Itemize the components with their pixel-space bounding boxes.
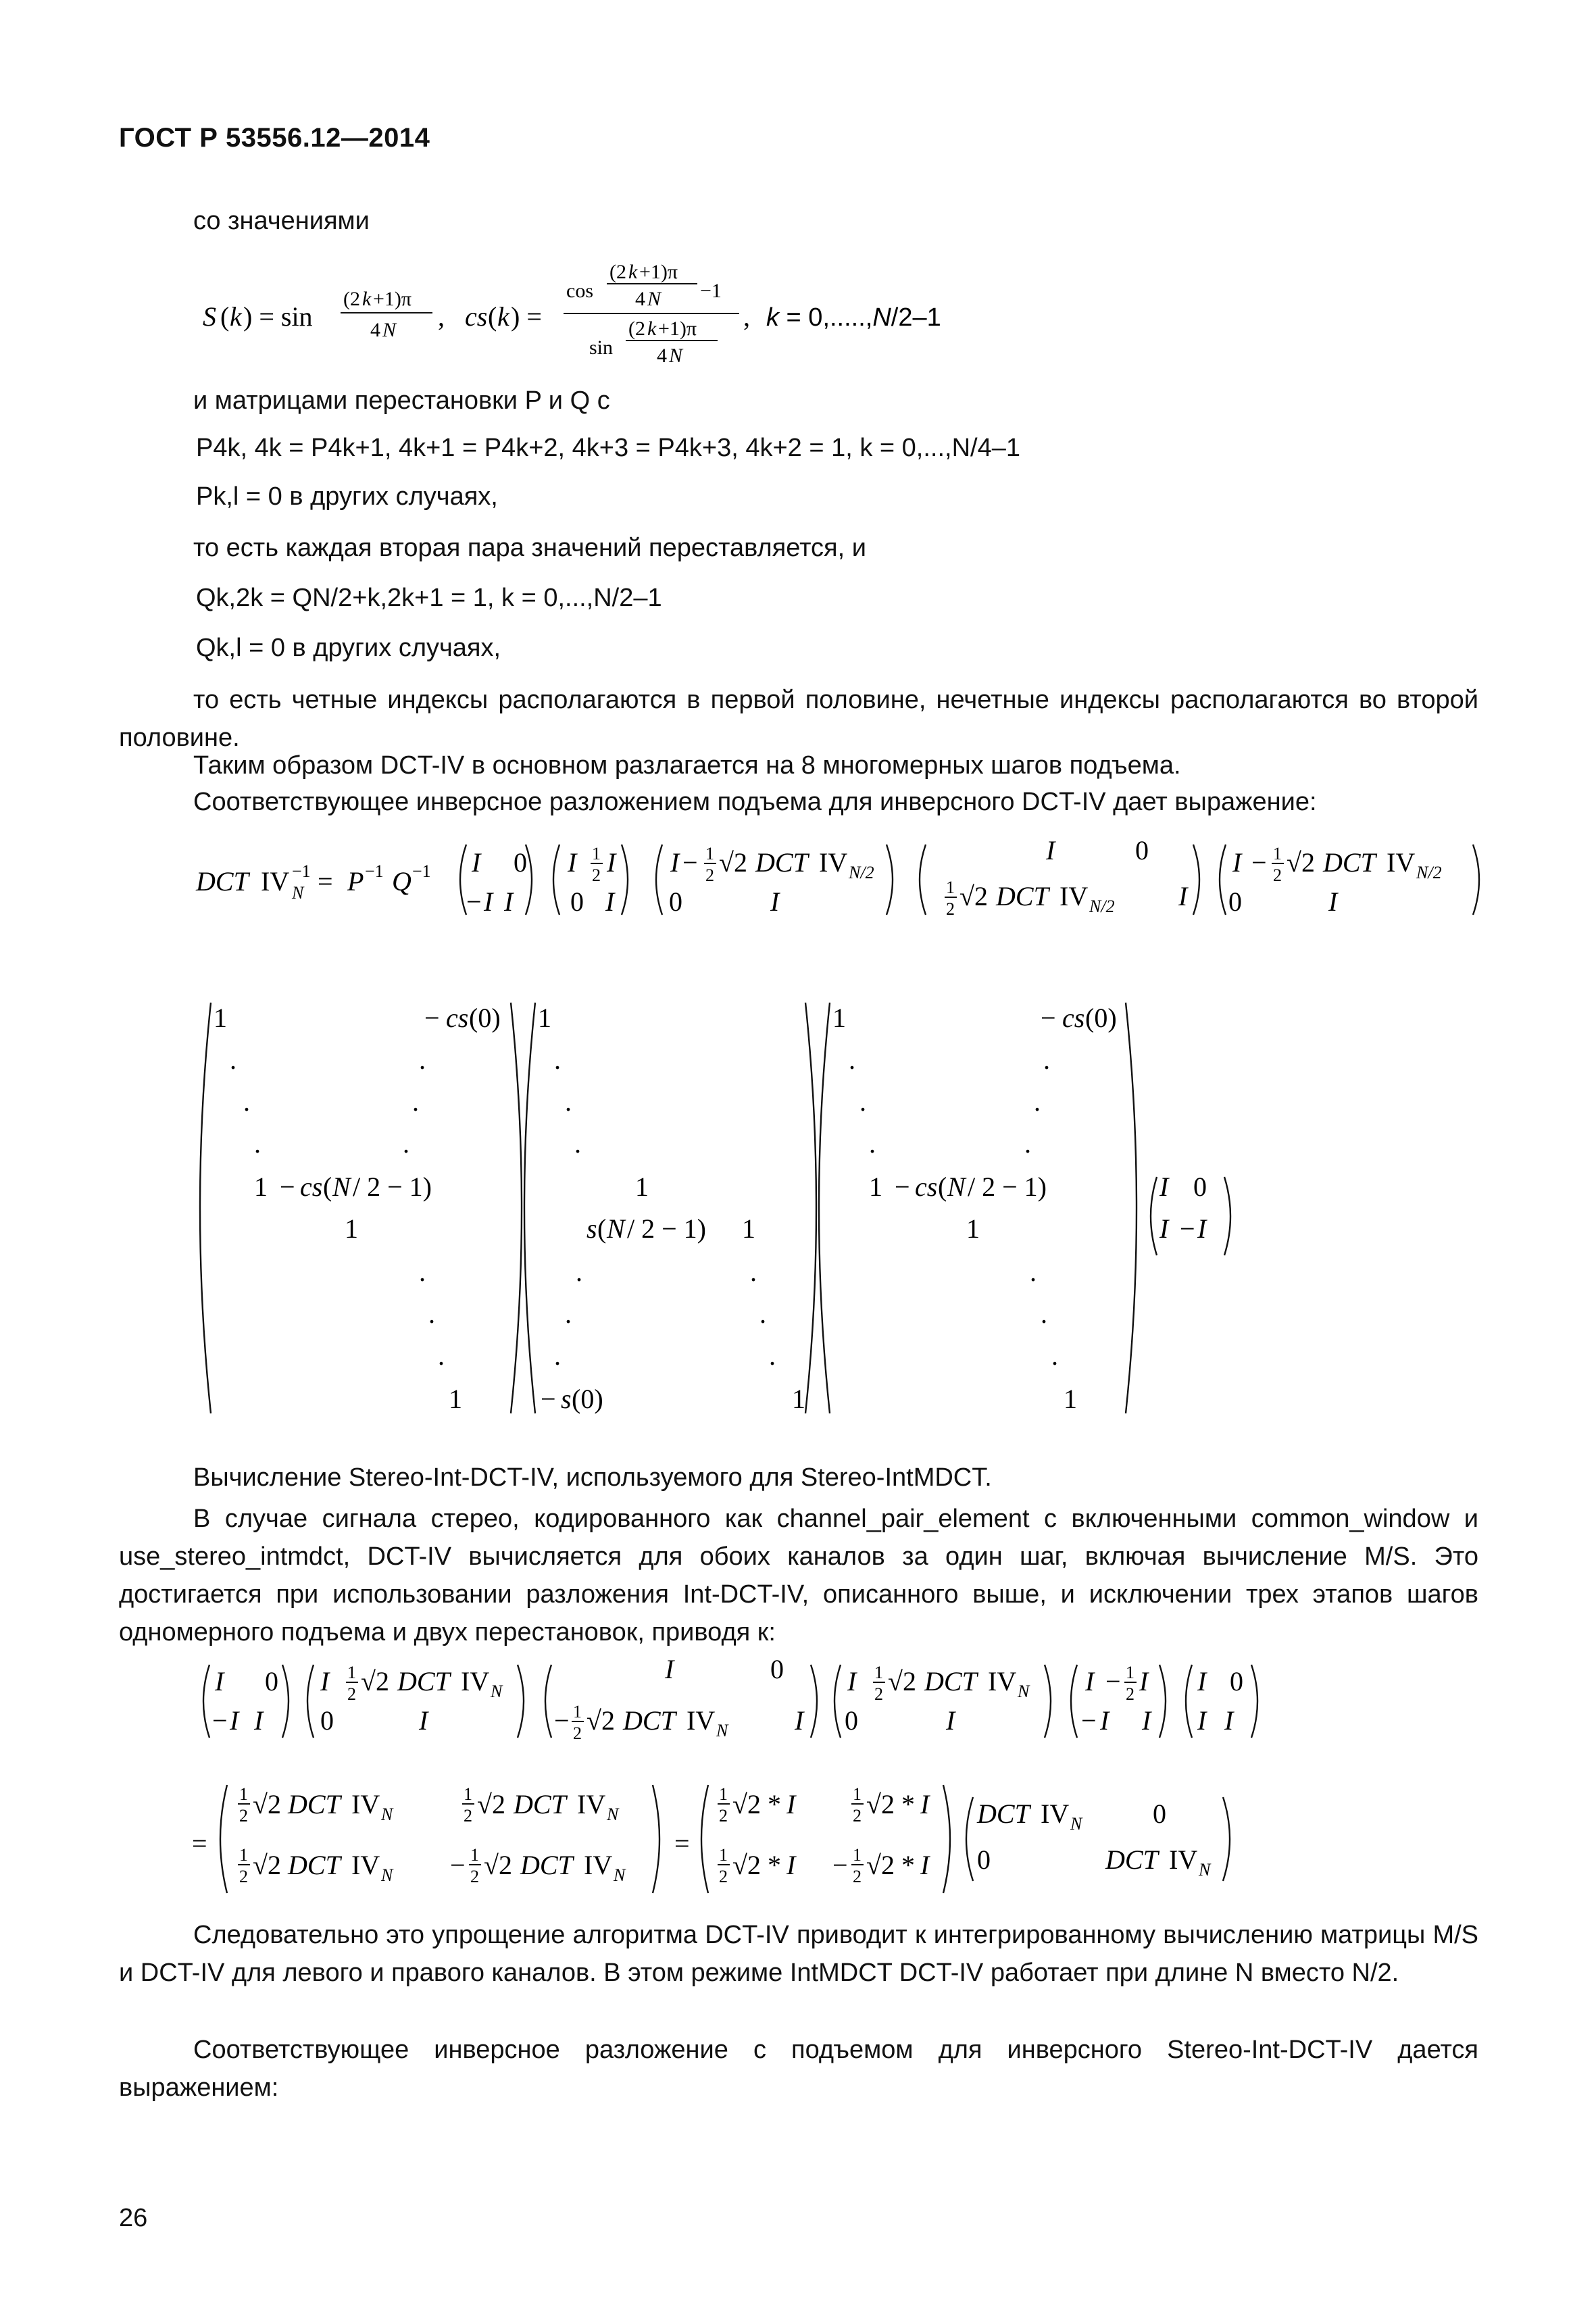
- svg-text:I: I: [1159, 1213, 1169, 1244]
- svg-text:.: .: [1043, 1045, 1050, 1075]
- svg-text:N: N: [1199, 1860, 1211, 1880]
- svg-text:I: I: [1142, 1705, 1151, 1736]
- svg-text:/ 2 − 1): / 2 − 1): [353, 1172, 432, 1202]
- svg-text:−: −: [424, 1003, 440, 1033]
- svg-text:1: 1: [239, 1845, 248, 1865]
- svg-text:√2: √2: [732, 1850, 761, 1880]
- svg-text:N/2: N/2: [1416, 863, 1442, 882]
- svg-text:IV: IV: [1041, 1799, 1070, 1829]
- svg-text:DCT: DCT: [1105, 1844, 1158, 1875]
- svg-text:1: 1: [573, 1702, 582, 1721]
- svg-text:I: I: [665, 1654, 674, 1684]
- svg-text:0: 0: [1228, 886, 1242, 917]
- text-simplification: Следовательно это упрощение алгоритма DCT-IV приводит к интегрированному вычислению матрицы M/S и DCT-IV для левого и правого каналов. В этом режиме IntMDCT DCT-IV работает при длине N вместо N/2.: [119, 1921, 1478, 1987]
- svg-text:s: s: [587, 1213, 597, 1244]
- svg-text:I: I: [607, 847, 616, 878]
- svg-text:I: I: [1100, 1705, 1109, 1736]
- svg-text:.: .: [230, 1045, 236, 1075]
- svg-text:−: −: [280, 1172, 295, 1202]
- svg-text:1: 1: [832, 1003, 846, 1033]
- svg-text:k: k: [497, 301, 509, 332]
- svg-text:√2: √2: [361, 1666, 389, 1696]
- svg-text:I: I: [795, 1705, 804, 1736]
- svg-text:I: I: [1224, 1705, 1234, 1736]
- svg-text:2: 2: [1273, 865, 1282, 885]
- svg-text:I: I: [568, 847, 577, 878]
- svg-text:N: N: [716, 1721, 728, 1740]
- svg-text:DCT: DCT: [996, 881, 1049, 911]
- svg-text:(: (: [597, 1213, 607, 1244]
- text-decomposed: Таким образом DCT-IV в основном разлагается на 8 многомерных шагов подъема.: [193, 751, 1181, 780]
- formula-stereo-1: [203, 1654, 1257, 1743]
- svg-text:(2: (2: [609, 261, 626, 283]
- svg-text:I: I: [320, 1666, 330, 1696]
- svg-text:IV: IV: [584, 1850, 613, 1880]
- svg-text:s: s: [561, 1384, 572, 1414]
- svg-text:+1)π: +1)π: [373, 288, 412, 310]
- svg-text:IV: IV: [1169, 1844, 1198, 1875]
- svg-text:(: (: [220, 301, 230, 332]
- svg-text:.: .: [1030, 1257, 1037, 1287]
- svg-text:DCT: DCT: [288, 1850, 341, 1880]
- svg-text:k: k: [647, 318, 657, 340]
- svg-text:I: I: [946, 1705, 955, 1736]
- svg-text:(2: (2: [628, 318, 645, 340]
- svg-text:0: 0: [1153, 1799, 1166, 1829]
- svg-text:−: −: [1041, 1003, 1056, 1033]
- svg-text:0: 0: [514, 847, 527, 878]
- text-even-indices: то есть четные индексы располагаются в первой половине, нечетные индексы располагаются во второй половине.: [119, 686, 1478, 752]
- svg-text:1: 1: [853, 1784, 862, 1804]
- svg-text:1: 1: [345, 1213, 358, 1244]
- svg-text:1: 1: [946, 878, 955, 897]
- svg-text:√2: √2: [866, 1850, 895, 1880]
- svg-text:√2: √2: [253, 1850, 281, 1880]
- svg-text:,: ,: [438, 301, 445, 332]
- svg-text:cos: cos: [566, 280, 593, 302]
- svg-text:0: 0: [570, 886, 584, 917]
- svg-text:(: (: [938, 1172, 947, 1202]
- svg-text:1: 1: [538, 1003, 551, 1033]
- svg-text:√2: √2: [1287, 847, 1315, 878]
- svg-text:1: 1: [1064, 1384, 1077, 1414]
- svg-text:1: 1: [792, 1384, 805, 1414]
- svg-text:k: k: [230, 301, 242, 332]
- svg-text:I: I: [787, 1789, 796, 1819]
- svg-text:1: 1: [635, 1172, 649, 1202]
- svg-text:2: 2: [1126, 1684, 1134, 1704]
- svg-text:/ 2 − 1): / 2 − 1): [627, 1213, 706, 1244]
- svg-text:0: 0: [669, 886, 682, 917]
- svg-text:N: N: [382, 319, 397, 341]
- text-stereo-calc: Вычисление Stereo-Int-DCT-IV, используемого для Stereo-IntMDCT.: [193, 1463, 992, 1492]
- text-perm-matrices: и матрицами перестановки P и Q с: [193, 386, 610, 415]
- svg-text:1: 1: [214, 1003, 227, 1033]
- svg-text:1: 1: [1126, 1663, 1134, 1682]
- svg-text:IV: IV: [351, 1789, 380, 1819]
- svg-text:1: 1: [239, 1784, 248, 1804]
- svg-text:cs: cs: [446, 1003, 469, 1033]
- svg-text:I: I: [1046, 835, 1055, 865]
- svg-text:2: 2: [464, 1806, 472, 1826]
- svg-text:I: I: [1085, 1666, 1095, 1696]
- text-q-formula: Qk,2k = QN/2+k,2k+1 = 1, k = 0,...,N/2–1: [196, 584, 662, 612]
- svg-text:1: 1: [705, 844, 714, 863]
- svg-text:1: 1: [966, 1213, 980, 1244]
- svg-text:−: −: [682, 847, 698, 878]
- svg-text:1: 1: [449, 1384, 462, 1414]
- svg-text:1: 1: [719, 1784, 728, 1804]
- svg-text:I: I: [472, 847, 481, 878]
- svg-text:2: 2: [239, 1867, 248, 1886]
- svg-text:1: 1: [470, 1845, 479, 1865]
- svg-text:.: .: [1041, 1299, 1047, 1329]
- formula-large-matrices: [200, 1003, 1230, 1414]
- svg-text:2: 2: [592, 865, 601, 885]
- svg-text:N: N: [491, 1682, 503, 1701]
- svg-text:1: 1: [853, 1845, 862, 1865]
- svg-text:2: 2: [853, 1867, 862, 1886]
- text-q-other: Qk,l = 0 в других случаях,: [196, 634, 501, 662]
- svg-text:I: I: [770, 886, 780, 917]
- svg-text:√2: √2: [587, 1705, 615, 1736]
- svg-text:IV: IV: [819, 847, 848, 878]
- svg-text:2: 2: [705, 865, 714, 885]
- svg-text:√2: √2: [253, 1789, 281, 1819]
- svg-text:√2: √2: [866, 1789, 895, 1819]
- svg-text:*: *: [901, 1789, 915, 1819]
- svg-text:*: *: [768, 1789, 781, 1819]
- svg-text:N: N: [947, 1172, 966, 1202]
- svg-text:.: .: [243, 1086, 250, 1117]
- svg-text:1: 1: [742, 1213, 755, 1244]
- svg-text:N: N: [647, 288, 662, 310]
- svg-text:I: I: [605, 886, 615, 917]
- svg-text:.: .: [419, 1045, 426, 1075]
- svg-text:−1: −1: [292, 861, 311, 881]
- svg-text:2: 2: [719, 1806, 728, 1826]
- svg-text:DCT: DCT: [514, 1789, 566, 1819]
- svg-text:I: I: [1328, 886, 1338, 917]
- svg-text:1: 1: [1273, 844, 1282, 863]
- svg-text:cs: cs: [465, 301, 488, 332]
- svg-text:.: .: [859, 1086, 866, 1117]
- text-with-values: со значениями: [193, 207, 370, 235]
- svg-text:N: N: [614, 1865, 626, 1885]
- svg-text:1: 1: [719, 1845, 728, 1865]
- svg-text:.: .: [554, 1045, 561, 1075]
- svg-text:1: 1: [464, 1784, 472, 1804]
- text-inverse-intro: Соответствующее инверсное разложением подъема для инверсного DCT-IV дает выражение:: [193, 788, 1317, 816]
- svg-text:DCT: DCT: [924, 1666, 977, 1696]
- svg-text:+1)π: +1)π: [639, 261, 678, 283]
- svg-text:DCT: DCT: [755, 847, 808, 878]
- svg-text:DCT: DCT: [397, 1666, 450, 1696]
- svg-text:.: .: [576, 1257, 582, 1287]
- svg-text:=: =: [318, 866, 333, 897]
- svg-text:I: I: [670, 847, 680, 878]
- svg-text:2: 2: [470, 1867, 479, 1886]
- svg-text:IV: IV: [461, 1666, 490, 1696]
- svg-text:cs: cs: [1062, 1003, 1085, 1033]
- svg-text:I: I: [484, 886, 493, 917]
- svg-text:0: 0: [1193, 1172, 1207, 1202]
- svg-text:1: 1: [347, 1663, 356, 1682]
- svg-text:−1: −1: [365, 861, 384, 881]
- svg-text:2: 2: [239, 1806, 248, 1826]
- svg-text:2: 2: [874, 1684, 883, 1704]
- svg-text:I: I: [1197, 1213, 1207, 1244]
- svg-text:*: *: [768, 1850, 781, 1880]
- svg-text:DCT: DCT: [288, 1789, 341, 1819]
- svg-text:.: .: [1024, 1128, 1031, 1159]
- svg-text:2: 2: [347, 1684, 356, 1704]
- svg-text:(0): (0): [469, 1003, 501, 1033]
- svg-text:.: .: [419, 1257, 426, 1287]
- svg-text:I: I: [1178, 881, 1188, 911]
- svg-text:IV: IV: [687, 1705, 716, 1736]
- svg-text:(0): (0): [572, 1384, 603, 1414]
- svg-text:I: I: [1197, 1705, 1207, 1736]
- svg-text:1: 1: [874, 1663, 883, 1682]
- svg-text:.: .: [750, 1257, 757, 1287]
- svg-text:.: .: [759, 1299, 766, 1329]
- svg-text:DCT: DCT: [977, 1799, 1030, 1829]
- svg-text:0: 0: [1230, 1666, 1243, 1696]
- svg-text:I: I: [920, 1850, 930, 1880]
- svg-text:I: I: [230, 1705, 239, 1736]
- text-stereo-para: В случае сигнала стерео, кодированного как channel_pair_element с включенными common_window и use_stereo_intmdct, DCT-IV вычисляется для обоих каналов за один шаг, включая вычисление M/S. Это достигается при использовании разложения Int-DCT-IV, описанного выше, и исключении трех этапов шагов одномерного подъема и двух перестановок, приводя к:: [119, 1505, 1478, 1646]
- svg-text:2: 2: [853, 1806, 862, 1826]
- svg-text:I: I: [1197, 1666, 1207, 1696]
- svg-text:.: .: [1034, 1086, 1041, 1117]
- svg-text:I: I: [504, 886, 514, 917]
- svg-text:I: I: [254, 1705, 264, 1736]
- svg-text:.: .: [1051, 1340, 1058, 1371]
- text-inverse-stereo: Соответствующее инверсное разложение с подъемом для инверсного Stereo-Int-DCT-IV дается выражением:: [119, 2036, 1478, 2102]
- document-header: ГОСТ Р 53556.12—2014: [119, 123, 430, 153]
- page-number: 26: [119, 2204, 148, 2232]
- svg-text:I: I: [419, 1705, 428, 1736]
- svg-text:sin: sin: [589, 336, 614, 359]
- formula-s-k: [203, 261, 750, 367]
- svg-text:4: 4: [370, 319, 380, 341]
- svg-text:N: N: [669, 345, 683, 367]
- svg-text:√2: √2: [719, 847, 747, 878]
- svg-text:−: −: [450, 1850, 466, 1880]
- text-p-other: Pk,l = 0 в других случаях,: [196, 482, 498, 511]
- svg-text:I: I: [920, 1789, 930, 1819]
- svg-text:.: .: [254, 1128, 261, 1159]
- svg-text:N: N: [1070, 1814, 1082, 1834]
- svg-text:.: .: [849, 1045, 855, 1075]
- svg-text:N: N: [381, 1805, 393, 1824]
- svg-text:−: −: [1251, 847, 1267, 878]
- svg-text:−: −: [895, 1172, 910, 1202]
- svg-text:(: (: [488, 301, 497, 332]
- svg-text:I: I: [847, 1666, 857, 1696]
- svg-text:√2: √2: [484, 1850, 512, 1880]
- svg-text:IV: IV: [1059, 881, 1089, 911]
- svg-text:I: I: [787, 1850, 796, 1880]
- svg-text:N: N: [332, 1172, 351, 1202]
- svg-text:.: .: [574, 1128, 581, 1159]
- text-every-second-pair: то есть каждая вторая пара значений переставляется, и: [193, 534, 866, 562]
- svg-text:√2: √2: [732, 1789, 761, 1819]
- svg-text:k: k: [362, 288, 372, 310]
- svg-text:.: .: [438, 1340, 445, 1371]
- svg-text:.: .: [428, 1299, 435, 1329]
- svg-text:1: 1: [254, 1172, 268, 1202]
- svg-text:√2: √2: [477, 1789, 505, 1819]
- svg-text:−: −: [212, 1705, 228, 1736]
- svg-text:.: .: [869, 1128, 876, 1159]
- svg-text:−: −: [832, 1850, 848, 1880]
- svg-text:0: 0: [845, 1705, 858, 1736]
- svg-text:P: P: [347, 866, 364, 897]
- formula-stereo-2: [192, 1784, 1230, 1893]
- svg-text:) =: ) =: [511, 301, 542, 332]
- svg-text:−: −: [554, 1705, 570, 1736]
- svg-text:=: =: [674, 1828, 690, 1859]
- svg-text:2: 2: [946, 899, 955, 919]
- svg-text:2: 2: [719, 1867, 728, 1886]
- svg-text:I: I: [1139, 1666, 1149, 1696]
- svg-text:0: 0: [265, 1666, 278, 1696]
- svg-text:2: 2: [573, 1724, 582, 1743]
- svg-text:N: N: [292, 883, 304, 903]
- svg-text:DCT: DCT: [520, 1850, 573, 1880]
- svg-text:0: 0: [977, 1844, 991, 1875]
- svg-text:N: N: [607, 1805, 619, 1824]
- svg-text:DCT: DCT: [623, 1705, 676, 1736]
- svg-text:.: .: [769, 1340, 776, 1371]
- svg-text:(: (: [323, 1172, 332, 1202]
- svg-text:−1: −1: [412, 861, 431, 881]
- svg-text:,: ,: [743, 301, 750, 332]
- svg-text:−: −: [1180, 1213, 1195, 1244]
- formula-inverse-dct: [195, 835, 1479, 919]
- svg-text:.: .: [412, 1086, 419, 1117]
- svg-text:*: *: [901, 1850, 915, 1880]
- svg-text:4: 4: [657, 345, 667, 367]
- svg-text:.: .: [403, 1128, 409, 1159]
- svg-text:4: 4: [635, 288, 645, 310]
- svg-text:IV: IV: [988, 1666, 1017, 1696]
- svg-text:DCT: DCT: [1323, 847, 1376, 878]
- svg-text:.: .: [554, 1340, 561, 1371]
- svg-text:−: −: [541, 1384, 556, 1414]
- svg-text:IV: IV: [577, 1789, 606, 1819]
- svg-text:cs: cs: [300, 1172, 323, 1202]
- svg-text:cs: cs: [915, 1172, 938, 1202]
- svg-text:/ 2 − 1): / 2 − 1): [968, 1172, 1047, 1202]
- svg-text:1: 1: [869, 1172, 882, 1202]
- svg-text:IV: IV: [261, 866, 290, 897]
- svg-text:N: N: [607, 1213, 625, 1244]
- svg-text:N: N: [1018, 1682, 1030, 1701]
- svg-text:I: I: [215, 1666, 224, 1696]
- svg-text:N/2: N/2: [849, 863, 874, 882]
- text-p-formula: P4k, 4k = P4k+1, 4k+1 = P4k+2, 4k+3 = P4k+3, 4k+2 = 1, k = 0,...,N/4–1: [196, 434, 1020, 462]
- svg-text:DCT: DCT: [196, 866, 249, 897]
- svg-text:(2: (2: [343, 288, 360, 310]
- svg-text:0: 0: [320, 1705, 334, 1736]
- svg-text:k: k: [628, 261, 638, 283]
- svg-text:+1)π: +1)π: [658, 318, 697, 340]
- svg-text:Q: Q: [392, 866, 412, 897]
- svg-text:−1: −1: [700, 280, 722, 302]
- svg-text:=: =: [192, 1828, 207, 1859]
- formula-k-range: k = 0,.....,N/2–1: [766, 303, 941, 332]
- svg-text:S: S: [203, 301, 216, 332]
- svg-text:N: N: [381, 1865, 393, 1885]
- svg-text:0: 0: [1135, 835, 1149, 865]
- svg-text:) = sin: ) = sin: [243, 301, 313, 332]
- svg-text:1: 1: [592, 844, 601, 863]
- svg-text:√2: √2: [959, 881, 988, 911]
- svg-text:N/2: N/2: [1089, 897, 1115, 916]
- svg-text:√2: √2: [888, 1666, 916, 1696]
- svg-text:−: −: [1105, 1666, 1121, 1696]
- svg-text:.: .: [565, 1086, 572, 1117]
- svg-text:I: I: [1159, 1172, 1169, 1202]
- svg-text:IV: IV: [1387, 847, 1416, 878]
- svg-text:I: I: [1232, 847, 1242, 878]
- svg-text:−: −: [1081, 1705, 1097, 1736]
- svg-text:0: 0: [770, 1654, 784, 1684]
- svg-text:IV: IV: [351, 1850, 380, 1880]
- svg-text:.: .: [565, 1299, 572, 1329]
- svg-text:−: −: [466, 886, 482, 917]
- svg-text:(0): (0): [1085, 1003, 1117, 1033]
